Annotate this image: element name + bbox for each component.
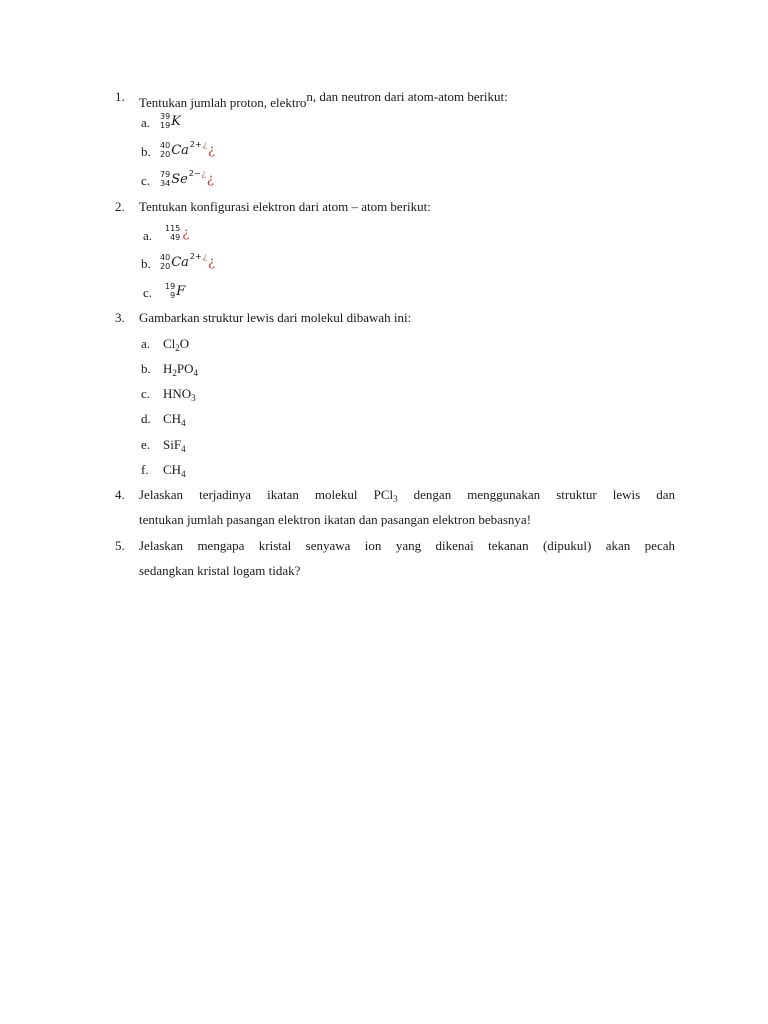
formula-text: H (163, 361, 173, 376)
question-1-text-part-b: n, dan neutron dari atom-atom berikut: (306, 89, 508, 104)
q2-item-c-label: c. (143, 285, 153, 300)
formula-subscript: 2 (175, 343, 180, 353)
q4-line-1-text: Jelaskan terjadinya ikatan molekul PCl (139, 487, 394, 502)
render-error-glyph: ¿ (182, 225, 190, 241)
formula-text: HNO (163, 386, 192, 401)
mass-number: 115 (165, 224, 181, 233)
q3-item-c-label: c. (141, 386, 151, 401)
q1-item-b-nuclide (160, 139, 215, 161)
q2-item-b-label: b. (141, 256, 151, 271)
q3-item-b-formula (163, 361, 198, 377)
formula-text: CH (163, 411, 182, 426)
formula-text: CH (163, 462, 182, 477)
question-1-text-part-a: Tentukan jumlah proton, elektro (139, 95, 307, 110)
q3-item-a-label: a. (141, 336, 151, 351)
element-symbol: Se (171, 171, 188, 187)
render-error-glyph-small: ¿ (201, 168, 206, 178)
q1-item-a-nuclide (160, 110, 181, 132)
mass-number: 40 (160, 141, 171, 150)
formula-subscript: 3 (191, 393, 196, 403)
formula-text: PO (176, 361, 194, 376)
q2-item-a-label: a. (143, 228, 153, 243)
q4-line-1-text: dengan menggunakan struktur lewis dan (397, 487, 675, 502)
question-3-number: 3. (115, 310, 125, 325)
q2-item-b-nuclide (160, 251, 215, 273)
q3-item-d-label: d. (141, 411, 151, 426)
formula-subscript: 4 (193, 368, 199, 378)
question-1-number: 1. (115, 89, 125, 104)
formula-subscript: 4 (181, 444, 186, 454)
render-error-glyph: ¿ (207, 254, 215, 270)
formula-subscript: 4 (181, 469, 186, 479)
question-5-line-2: sedangkan kristal logam tidak? (139, 563, 301, 578)
q3-item-f-label: f. (141, 462, 149, 477)
question-4-line-2: tentukan jumlah pasangan elektron ikatan dan pasangan elektron bebasnya! (139, 512, 532, 527)
q2-item-a-nuclide (165, 222, 189, 244)
formula-text: SiF (163, 437, 182, 452)
q3-item-e-formula (163, 437, 186, 453)
question-4-number: 4. (115, 487, 125, 502)
question-5-number: 5. (115, 538, 125, 553)
q1-item-c-nuclide (160, 168, 214, 190)
mass-number: 40 (160, 253, 171, 262)
question-3-text: Gambarkan struktur lewis dari molekul dibawah ini: (139, 310, 412, 325)
q2-item-c-nuclide (165, 280, 185, 302)
ion-charge: 2+ (189, 139, 202, 149)
element-symbol: K (171, 113, 181, 129)
render-error-glyph: ¿ (206, 171, 214, 187)
q1-item-b-label: b. (141, 144, 151, 159)
render-error-glyph-small: ¿ (202, 139, 207, 149)
render-error-glyph-small: ¿ (202, 251, 207, 261)
atomic-number: 20 (160, 150, 171, 159)
formula-text: Cl (163, 336, 176, 351)
element-symbol: Ca (171, 142, 189, 158)
question-5-line-1: Jelaskan mengapa kristal senyawa ion yang dikenai tekanan (dipukul) akan pecah (139, 538, 675, 553)
q1-item-c-label: c. (141, 173, 151, 188)
mass-number: 39 (160, 112, 171, 121)
ion-charge: 2− (188, 168, 201, 178)
q3-item-f-formula (163, 462, 186, 478)
question-4-line-1 (139, 487, 675, 503)
atomic-number: 34 (160, 179, 171, 188)
formula-text: O (179, 336, 190, 351)
question-1-text (139, 89, 508, 111)
atomic-number: 49 (170, 233, 181, 242)
atomic-number: 9 (170, 291, 176, 300)
atomic-number: 19 (160, 121, 171, 130)
mass-number: 79 (160, 170, 171, 179)
element-symbol: Ca (171, 254, 189, 270)
formula-subscript: 4 (181, 418, 186, 428)
question-2-number: 2. (115, 199, 125, 214)
element-symbol: F (176, 283, 186, 299)
q3-item-d-formula (163, 411, 186, 427)
q3-item-a-formula (163, 336, 189, 352)
ion-charge: 2+ (189, 251, 202, 261)
render-error-glyph: ¿ (207, 142, 215, 158)
q3-item-c-formula (163, 386, 196, 402)
formula-subscript: 2 (172, 368, 177, 378)
atomic-number: 20 (160, 262, 171, 271)
q3-item-e-label: e. (141, 437, 151, 452)
q1-item-a-label: a. (141, 115, 151, 130)
question-2-text: Tentukan konfigurasi elektron dari atom – atom berikut: (139, 199, 431, 214)
q3-item-b-label: b. (141, 361, 151, 376)
q4-line-1-subscript: 3 (393, 494, 398, 504)
mass-number: 19 (165, 282, 176, 291)
